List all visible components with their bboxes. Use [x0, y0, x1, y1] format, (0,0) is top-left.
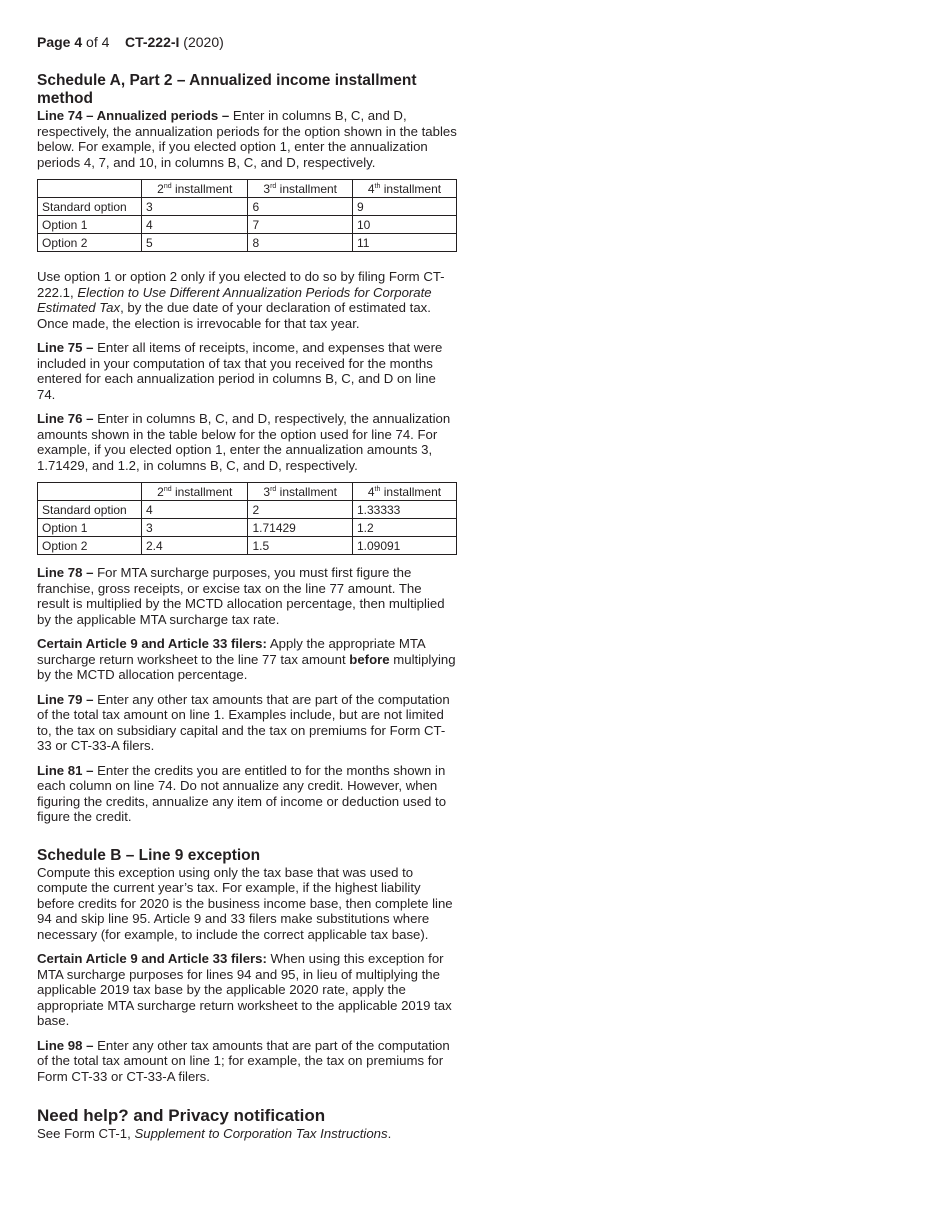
line74-label: Line 74 – Annualized periods –	[37, 108, 230, 123]
table-header-row	[38, 483, 457, 501]
page-of: of 4	[82, 34, 110, 50]
line76-paragraph: Line 76 – Enter in columns B, C, and D, respectively, the annualization amounts shown in the table below for the option used for line 74. For example, if you elected option 1, enter the annualization amounts 3, 1.71429, and 1.2, in columns B, C, and D, respectively.	[37, 411, 451, 473]
line79-label: Line 79 –	[37, 691, 94, 707]
line81-label: Line 81 –	[37, 762, 94, 778]
header-4th-installment: 4th installment	[352, 483, 456, 501]
header-2nd-installment: 2nd installment	[142, 483, 248, 501]
table-cell: 6	[248, 198, 353, 216]
table-cell: 1.5	[248, 537, 353, 555]
article9-33-note-a: Certain Article 9 and Article 33 filers: Apply the appropriate MTA surcharge return worksheet to the line 77 tax amount before multiplying by the MCTD allocation percentage.	[37, 636, 456, 682]
option-note-paragraph: Use option 1 or option 2 only if you elected to do so by filing Form CT-222.1, Election to Use Different Annualization Periods for Corporate Estimated Tax, by the due date of your declaration of estimated tax. Once made, the election is irrevocable for that tax year.	[37, 269, 445, 331]
table-row	[38, 198, 457, 216]
help-title: Need help? and Privacy notification	[37, 1106, 326, 1125]
table-cell: 5	[142, 234, 248, 252]
form-title-italic: Election to Use Different Annualization Periods for Corporate Estimated Tax	[37, 284, 432, 315]
article9-33-label: Certain Article 9 and Article 33 filers:	[37, 636, 267, 651]
table-cell: 1.09091	[352, 537, 456, 555]
page-number: Page 4	[37, 34, 83, 50]
line78-label: Line 78 –	[37, 565, 94, 580]
row-label: Standard option	[38, 501, 142, 519]
row-label: Option 1	[38, 216, 142, 234]
table-cell: 4	[142, 216, 248, 234]
table-cell: 4	[142, 501, 248, 519]
before-emphasis: before	[349, 651, 390, 667]
table-cell: 1.33333	[352, 501, 456, 519]
table-cell: 8	[248, 234, 353, 252]
supplement-title-italic: Supplement to Corporation Tax Instructions	[134, 1126, 388, 1141]
page-column	[37, 33, 457, 1151]
article9-33-note-b: Certain Article 9 and Article 33 filers: When using this exception for MTA surcharge purposes for lines 94 and 95, in lieu of multiplying the applicable 2019 tax base by the applicable 2020 rate, apply the appropriate MTA surcharge return worksheet to the applicable 2019 tax base.	[37, 951, 452, 1028]
table-row	[38, 234, 457, 252]
table-row	[38, 501, 457, 519]
table-cell: 11	[352, 234, 456, 252]
table-cell: 7	[248, 216, 353, 234]
row-label: Option 1	[38, 519, 142, 537]
header-2nd-installment: 2nd installment	[142, 180, 248, 198]
line76-label: Line 76 –	[37, 411, 94, 426]
form-id: CT-222-I	[124, 34, 180, 50]
header-4th-installment: 4th installment	[352, 180, 456, 198]
table-cell: 10	[352, 216, 456, 234]
line79-paragraph: Line 79 – Enter any other tax amounts that are part of the computation of the total tax amount on line 1. Examples include, but are not limited to, the tax on subsidiary capital and the tax on premiums for Form CT-33 or CT-33-A filers.	[37, 691, 450, 753]
table-cell: 3	[142, 198, 248, 216]
header-3rd-installment: 3rd installment	[248, 180, 353, 198]
line74-paragraph	[37, 108, 457, 170]
table-cell: 2	[248, 501, 353, 519]
annualization-periods-table	[37, 179, 457, 252]
annualization-amounts-table	[37, 482, 457, 555]
schedule-a-title: Schedule A, Part 2 – Annualized income installment method	[37, 72, 417, 107]
line98-paragraph: Line 98 – Enter any other tax amounts that are part of the computation of the total tax amount on line 1; for example, the tax on premiums for Form CT-33 or CT-33-A filers.	[37, 1037, 450, 1084]
form-year: (2020)	[179, 34, 224, 50]
line78-paragraph: Line 78 – For MTA surcharge purposes, you must first figure the franchise, gross receipts, or excise tax on the line 77 amount. The result is multiplied by the MCTD allocation percentage, then multiplied by the applicable MTA surcharge tax rate.	[37, 565, 445, 627]
line98-label: Line 98 –	[37, 1037, 94, 1053]
table-row	[38, 519, 457, 537]
line75-paragraph: Line 75 – Enter all items of receipts, income, and expenses that were included in your computation of tax that you received for the months entered for each annualization period in columns B, C, and D on line 74.	[37, 340, 443, 402]
table-cell: 1.2	[352, 519, 456, 537]
table-row	[38, 537, 457, 555]
table-cell: 9	[352, 198, 456, 216]
help-paragraph: See Form CT-1, Supplement to Corporation Tax Instructions.	[37, 1126, 392, 1141]
schedule-b-intro: Compute this exception using only the tax base that was used to compute the current year’s tax. For example, if the highest liability before credits for 2020 is the business income base, then complete line 94 and skip line 95. Article 9 and 33 filers make substitutions where necessary (for example, to include the correct applicable tax base).	[37, 864, 453, 942]
table-cell: 1.71429	[248, 519, 353, 537]
article9-33-label: Certain Article 9 and Article 33 filers:	[37, 951, 267, 966]
table-cell: 2.4	[142, 537, 248, 555]
schedule-b-title: Schedule B – Line 9 exception	[37, 846, 261, 864]
blank-header-cell	[38, 180, 142, 198]
row-label: Option 2	[38, 537, 142, 555]
row-label: Standard option	[38, 198, 142, 216]
line74-text: Enter in columns B, C, and D, respectively, the annualization periods for the option shown in the tables below. For example, if you elected option 1, enter the annualization periods 4, 7, and 10, in columns B, C, and D, respectively.	[37, 108, 457, 170]
table-row	[38, 216, 457, 234]
header-3rd-installment: 3rd installment	[248, 483, 353, 501]
page-header	[37, 33, 457, 52]
row-label: Option 2	[38, 234, 142, 252]
line75-label: Line 75 –	[37, 340, 94, 355]
table-header-row	[38, 180, 457, 198]
table-cell: 3	[142, 519, 248, 537]
blank-header-cell	[38, 483, 142, 501]
line81-paragraph: Line 81 – Enter the credits you are entitled to for the months shown in each column on line 74. Do not annualize any credit. However, when figuring the credits, annualize any item of income or deduction used to figure the credit.	[37, 762, 447, 824]
